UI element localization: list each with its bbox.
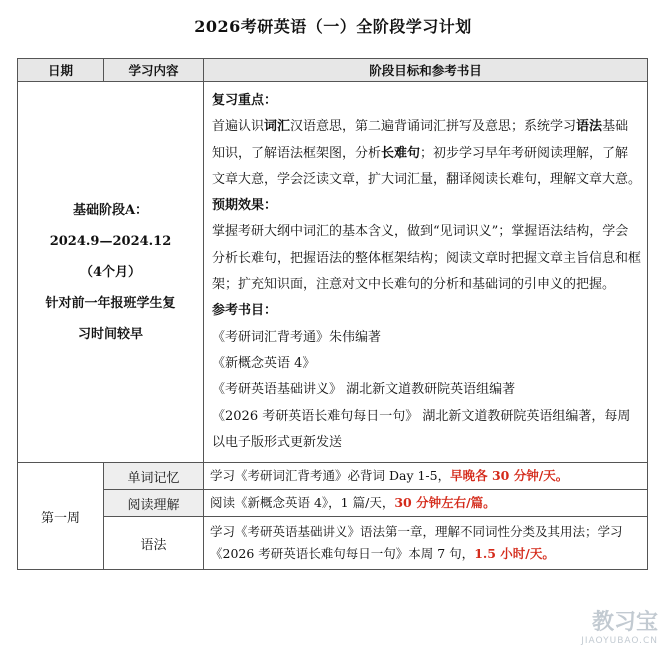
phase-a-label xyxy=(18,82,204,463)
review-text-part: ；初步学习早年考研阅读理解，了解文章大意，学会泛读文章，扩大词汇量，翻译阅读长难句，理解文章大意。 xyxy=(212,145,642,187)
review-text-bold: 长难句 xyxy=(381,145,421,161)
review-text-bold: 词汇 xyxy=(264,119,291,135)
watermark xyxy=(581,605,658,646)
week1-label: 第一周 xyxy=(18,463,104,570)
watermark-url: JIAOYUBAO.CN xyxy=(581,636,658,646)
week1-item-vocab: 单词记忆 xyxy=(104,463,204,490)
phase-a-goals xyxy=(204,82,648,463)
review-text-part: 首遍认识 xyxy=(212,119,265,135)
plan-time: 30 分钟左右/篇。 xyxy=(394,495,496,511)
week1-item-reading: 阅读理解 xyxy=(104,490,204,517)
week1-row-vocab xyxy=(18,463,648,490)
phase-a-line: 针对前一年报班学生复 xyxy=(45,295,176,311)
book-item: 《新概念英语 4》 xyxy=(212,355,316,371)
effect-text: 掌握考研大纲中词汇的基本含义，做到“见词识义”；掌握语法结构，学会分析长难句，把握语法的整体框架结构；阅读文章时把握文章主旨信息和框架；扩充知识面，注意对文中长难句的分析和基础词的引申义的把握。 xyxy=(212,224,642,293)
review-heading: 复习重点： xyxy=(212,93,278,108)
week1-row-grammar xyxy=(18,517,648,570)
review-text-part: 基础知识，了解语法框架图，分析 xyxy=(212,119,629,161)
plan-text: 学习《考研词汇背考通》必背词 Day 1-5， xyxy=(210,468,451,484)
review-text-part: 汉语意思，第二遍背诵词汇拼写及意思；系统学习 xyxy=(290,119,577,135)
header-date: 日期 xyxy=(18,59,104,82)
phase-a-line: 习时间较早 xyxy=(77,326,143,342)
book-item: 《2026 考研英语长难句每日一句》 湖北新文道教研院英语组编著，每周以电子版形式更新发送 xyxy=(212,408,631,450)
page-title: 2026考研英语（一）全阶段学习计划 xyxy=(194,17,472,36)
phase-a-row xyxy=(18,82,648,463)
plan-time: 早晚各 30 分钟/天。 xyxy=(450,468,569,484)
phase-a-line: 2024.9—2024.12 xyxy=(49,233,172,249)
plan-time: 1.5 小时/天。 xyxy=(474,546,555,562)
week1-reading-plan xyxy=(204,490,648,517)
week1-vocab-plan xyxy=(204,463,648,490)
review-text xyxy=(212,114,641,193)
review-text-bold: 语法 xyxy=(576,119,603,135)
week1-item-grammar: 语法 xyxy=(104,517,204,570)
study-plan-table xyxy=(17,58,648,570)
books-heading: 参考书目： xyxy=(212,303,278,319)
week1-row-reading xyxy=(18,490,648,517)
header-goals: 阶段目标和参考书目 xyxy=(204,59,648,82)
book-item: 《考研英语基础讲义》 湖北新文道教研院英语组编著 xyxy=(212,382,516,398)
effect-heading: 预期效果： xyxy=(212,198,278,214)
table-header-row xyxy=(18,59,648,82)
phase-a-line: （4个月） xyxy=(79,264,142,280)
plan-text: 阅读《新概念英语 4》，1 篇/天， xyxy=(210,495,395,511)
book-item: 《考研词汇背考通》朱伟编著 xyxy=(212,329,382,345)
phase-a-line: 基础阶段A： xyxy=(72,202,149,218)
header-content: 学习内容 xyxy=(104,59,204,82)
watermark-logo-text: 教习宝 xyxy=(591,610,658,635)
week1-grammar-plan xyxy=(204,517,648,570)
plan-text: 学习《考研英语基础讲义》语法第一章，理解不同词性分类及其用法；学习《2026 考研英语长难句每日一句》本周 7 句， xyxy=(210,524,623,562)
